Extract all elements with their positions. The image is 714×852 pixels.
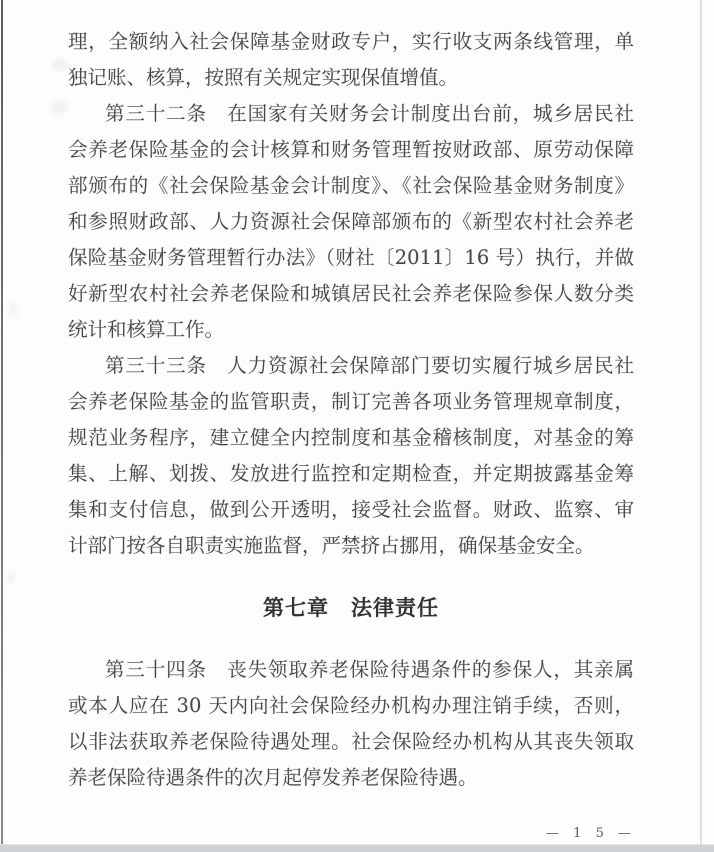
text-line: 好新型农村社会养老保险和城镇居民社会养老保险参保人数分类 bbox=[68, 282, 634, 305]
scan-edge-bottom bbox=[0, 844, 714, 852]
text-line: 第三十三条 人力资源社会保障部门要切实履行城乡居民社 bbox=[105, 354, 634, 377]
document-body bbox=[68, 24, 634, 796]
paragraph bbox=[68, 96, 634, 348]
text-line: 部颁布的《社会保险基金会计制度》、《社会保险基金财务制度》 bbox=[68, 174, 634, 197]
text-line: 保险基金财务管理暂行办法》（财社〔2011〕16 号）执行，并做 bbox=[68, 246, 634, 269]
text-line: 第三十四条 丧失领取养老保险待遇条件的参保人，其亲属 bbox=[105, 658, 634, 681]
paragraph bbox=[68, 652, 634, 796]
text-line: 和参照财政部、人力资源社会保障部颁布的《新型农村社会养老 bbox=[68, 210, 634, 233]
scan-artifact bbox=[8, 300, 18, 318]
text-line: 集和支付信息，做到公开透明，接受社会监督。财政、监察、审 bbox=[68, 498, 634, 521]
paragraph bbox=[68, 24, 634, 96]
scan-edge-left bbox=[1, 0, 3, 852]
text-line: 会养老保险基金的会计核算和财务管理暂按财政部、原劳动保障 bbox=[68, 138, 634, 161]
text-line: 以非法获取养老保险待遇处理。社会保险经办机构从其丧失领取 bbox=[68, 730, 634, 753]
text-line: 第三十二条 在国家有关财务会计制度出台前，城乡居民社 bbox=[105, 102, 634, 125]
text-line: 统计和核算工作。 bbox=[68, 318, 225, 341]
scan-artifact bbox=[50, 100, 68, 115]
scan-artifact bbox=[6, 570, 16, 584]
chapter-heading: 第七章 法律责任 bbox=[263, 596, 439, 620]
paragraph bbox=[68, 348, 634, 564]
scan-artifact bbox=[52, 58, 68, 71]
page-number: — 1 5 — bbox=[546, 826, 636, 841]
text-line: 或本人应在 30 天内向社会保险经办机构办理注销手续，否则， bbox=[68, 694, 634, 717]
text-line: 计部门按各自职责实施监督，严禁挤占挪用，确保基金安全。 bbox=[68, 534, 595, 557]
text-line: 集、上解、划拨、发放进行监控和定期检查，并定期披露基金筹 bbox=[68, 462, 634, 485]
text-line: 独记账、核算，按照有关规定实现保值增值。 bbox=[68, 66, 459, 89]
text-line: 养老保险待遇条件的次月起停发养老保险待遇。 bbox=[68, 766, 478, 789]
text-line: 规范业务程序，建立健全内控制度和基金稽核制度，对基金的筹 bbox=[68, 426, 634, 449]
text-line: 理，全额纳入社会保障基金财政专户，实行收支两条线管理，单 bbox=[68, 30, 634, 53]
text-line: 会养老保险基金的监管职责，制订完善各项业务管理规章制度， bbox=[68, 390, 634, 413]
scan-edge-right bbox=[700, 0, 702, 845]
